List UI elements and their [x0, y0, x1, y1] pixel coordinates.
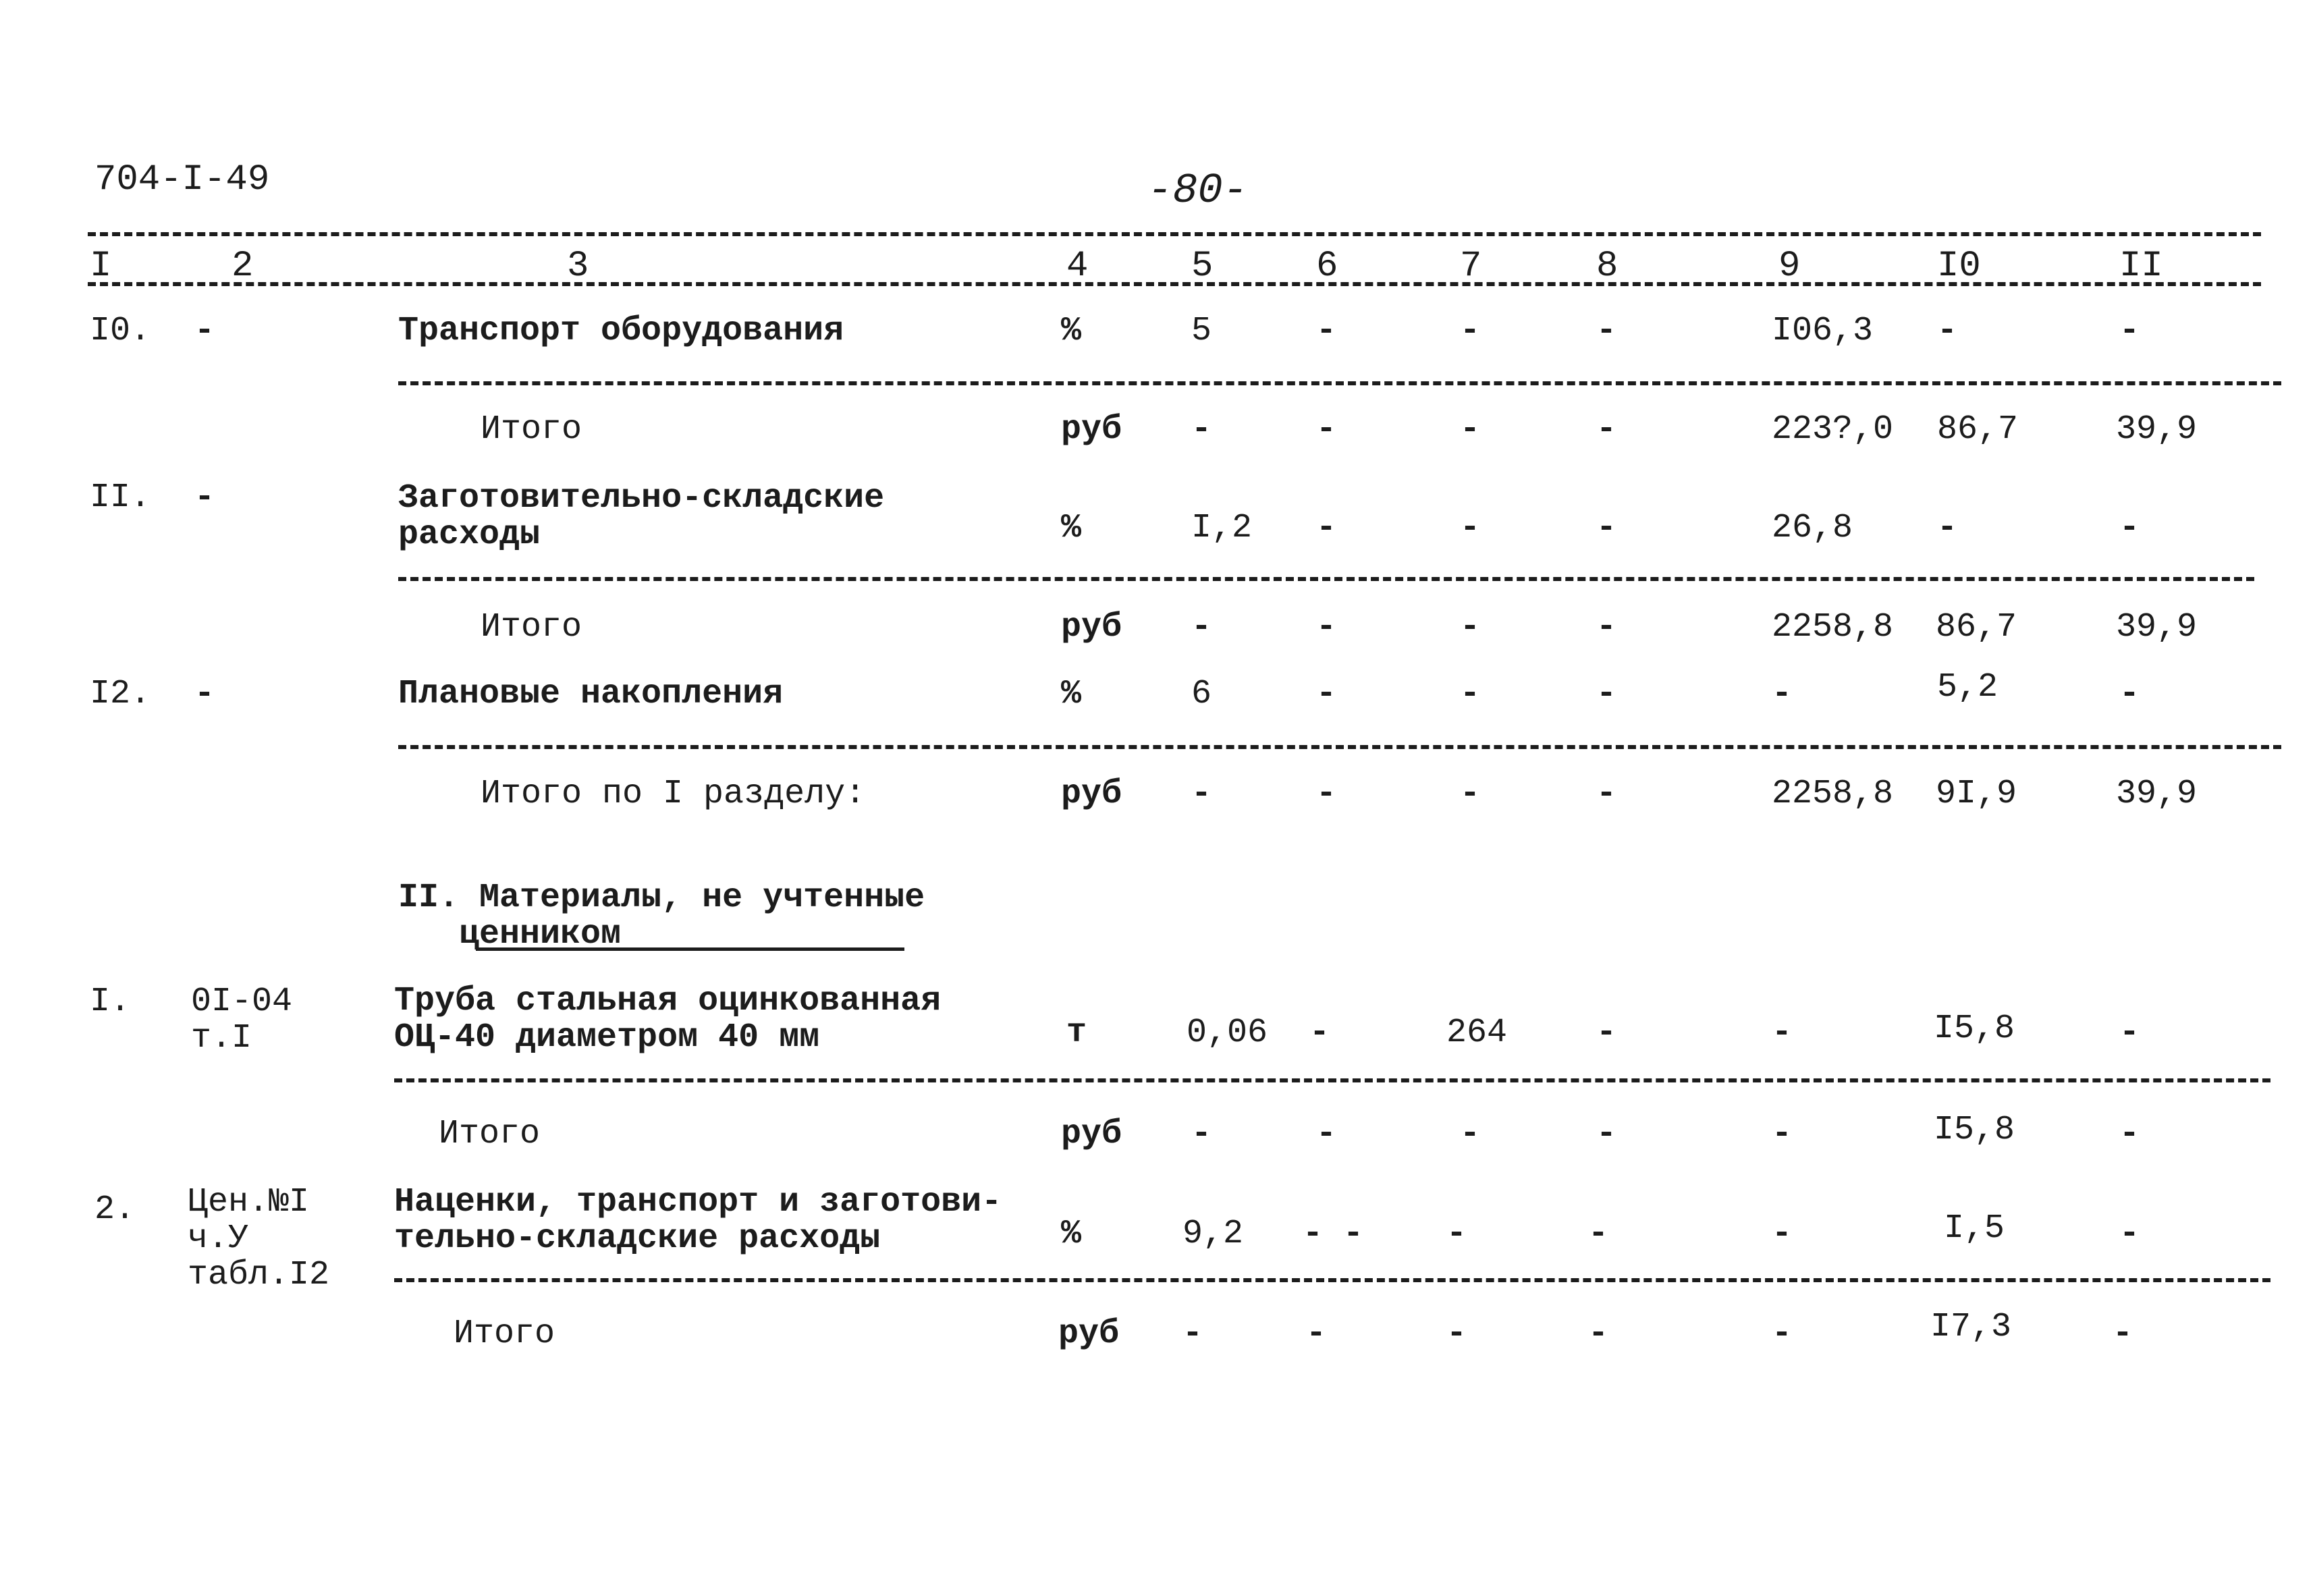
row-name: Итого — [454, 1315, 555, 1353]
row-col10: 5,2 — [1937, 668, 1998, 707]
row-unit: % — [1061, 675, 1082, 713]
row-name: Итого — [439, 1115, 541, 1153]
col-header-6: 6 — [1316, 246, 1338, 287]
col-header-2: 2 — [232, 246, 254, 287]
row-col5: 5 — [1191, 312, 1212, 350]
row-col9: - — [1772, 675, 1793, 713]
row-col11: 39,9 — [2116, 410, 2198, 449]
row-col6: - — [1316, 410, 1337, 449]
row-col6: - — [1316, 775, 1337, 813]
row-rule — [394, 1278, 2270, 1282]
row-col5: 0,06 — [1187, 1014, 1268, 1052]
row-ref: Цен.№I ч.У табл.I2 — [188, 1183, 330, 1294]
row-col10: I5,8 — [1934, 1111, 2015, 1149]
row-name: Итого по I разделу: — [481, 775, 866, 813]
row-col7: 264 — [1446, 1014, 1508, 1052]
row-col10: - — [1937, 312, 1958, 350]
col-header-4: 4 — [1066, 246, 1089, 287]
col-header-10: I0 — [1937, 246, 1981, 287]
row-unit: руб — [1058, 1315, 1120, 1353]
row-col7: - — [1460, 1115, 1481, 1153]
row-col11: - — [2113, 1315, 2133, 1353]
row-col8: - — [1596, 312, 1617, 350]
row-ref: - — [194, 478, 215, 517]
row-col6: - — [1309, 1014, 1330, 1052]
document-code: 704-I-49 — [94, 159, 270, 200]
header-top-rule — [88, 232, 2261, 236]
row-num: 2. — [94, 1190, 136, 1229]
row-col8: - — [1588, 1215, 1609, 1253]
row-col5: - — [1191, 608, 1212, 646]
row-unit: руб — [1061, 775, 1122, 813]
row-col8: - — [1588, 1315, 1609, 1353]
row-col8: - — [1596, 775, 1617, 813]
row-col10: I7,3 — [1930, 1308, 2012, 1346]
row-name: Труба стальная оцинкованная ОЦ-40 диаметром 40 мм — [394, 982, 942, 1057]
row-ref: 0I-04 т.I — [191, 983, 293, 1057]
row-col9: 26,8 — [1772, 509, 1853, 547]
row-name: Наценки, транспорт и заготови- тельно-складские расходы — [394, 1183, 1002, 1258]
row-col11: - — [2119, 675, 2140, 713]
row-col5: - — [1182, 1315, 1203, 1353]
col-header-7: 7 — [1460, 246, 1482, 287]
row-col10: 86,7 — [1936, 608, 2017, 646]
row-name: Итого — [481, 608, 582, 646]
row-col9: - — [1772, 1315, 1793, 1353]
row-col5: 9,2 — [1182, 1215, 1244, 1253]
row-unit: % — [1061, 509, 1082, 547]
row-rule — [398, 381, 2281, 385]
row-col6: - — [1316, 509, 1337, 547]
row-name: Заготовительно-складские расходы — [398, 479, 885, 554]
header-bottom-rule — [88, 282, 2261, 286]
row-col11: - — [2119, 1215, 2140, 1253]
row-col10: 86,7 — [1937, 410, 2019, 449]
row-num: I0. — [90, 312, 151, 350]
row-col11: - — [2119, 509, 2140, 547]
row-col5: - — [1191, 775, 1212, 813]
row-name: Плановые накопления — [398, 675, 784, 713]
row-col8: - — [1596, 608, 1617, 646]
row-col8: - — [1596, 1014, 1617, 1052]
row-col9: I06,3 — [1772, 312, 1874, 350]
col-header-5: 5 — [1191, 246, 1214, 287]
row-col7: - — [1460, 775, 1481, 813]
row-col10: I5,8 — [1934, 1010, 2015, 1048]
row-unit: руб — [1061, 410, 1122, 449]
row-col7: - — [1460, 312, 1481, 350]
row-num: I2. — [90, 675, 151, 713]
col-header-3: 3 — [567, 246, 589, 287]
row-rule — [398, 577, 2254, 581]
row-unit: руб — [1061, 1115, 1122, 1153]
row-col10: I,5 — [1944, 1209, 2005, 1248]
row-col10: 9I,9 — [1936, 775, 2017, 813]
row-unit: % — [1061, 1215, 1082, 1253]
row-col7: - — [1460, 675, 1481, 713]
row-col10: - — [1937, 509, 1958, 547]
row-col6: - — [1306, 1315, 1327, 1353]
row-col5: 6 — [1191, 675, 1212, 713]
row-name: Транспорт оборудования — [398, 312, 844, 350]
row-col5: I,2 — [1191, 509, 1253, 547]
row-col11: 39,9 — [2116, 608, 2198, 646]
row-col11: - — [2119, 1014, 2140, 1052]
section-2-title: II. Материалы, не учтенные ценником — [398, 879, 925, 954]
row-col7: - — [1460, 509, 1481, 547]
col-header-11: II — [2119, 246, 2163, 287]
row-ref: - — [194, 675, 215, 713]
row-unit: % — [1061, 312, 1082, 350]
row-col7: - — [1460, 608, 1481, 646]
row-col9: - — [1772, 1115, 1793, 1153]
row-col6: - — [1316, 675, 1337, 713]
col-header-8: 8 — [1596, 246, 1618, 287]
row-unit: т — [1066, 1014, 1087, 1052]
row-name: Итого — [481, 410, 582, 449]
row-col8: - — [1596, 1115, 1617, 1153]
page-number: -80- — [1147, 167, 1248, 215]
row-ref: - — [194, 312, 215, 350]
row-col11: 39,9 — [2116, 775, 2198, 813]
row-rule — [394, 1078, 2270, 1082]
row-col5: - — [1191, 1115, 1212, 1153]
row-col9: 223?,0 — [1772, 410, 1894, 449]
row-col9: - — [1772, 1014, 1793, 1052]
row-col8: - — [1596, 509, 1617, 547]
row-col7: - — [1460, 410, 1481, 449]
row-col9: 2258,8 — [1772, 608, 1894, 646]
row-col11: - — [2119, 1115, 2140, 1153]
row-col6: - - — [1303, 1215, 1364, 1253]
row-col7: - — [1446, 1315, 1467, 1353]
row-col9: 2258,8 — [1772, 775, 1894, 813]
row-col7: - — [1446, 1215, 1467, 1253]
row-col9: - — [1772, 1215, 1793, 1253]
row-rule — [398, 745, 2281, 749]
row-col6: - — [1316, 312, 1337, 350]
row-col6: - — [1316, 608, 1337, 646]
section-2-underline — [476, 947, 904, 951]
row-col11: - — [2119, 312, 2140, 350]
row-num: I. — [90, 983, 131, 1021]
col-header-1: I — [90, 246, 112, 287]
row-col8: - — [1596, 675, 1617, 713]
col-header-9: 9 — [1778, 246, 1801, 287]
row-col6: - — [1316, 1115, 1337, 1153]
row-col8: - — [1596, 410, 1617, 449]
row-unit: руб — [1061, 608, 1122, 646]
row-num: II. — [90, 478, 151, 517]
row-col5: - — [1191, 410, 1212, 449]
